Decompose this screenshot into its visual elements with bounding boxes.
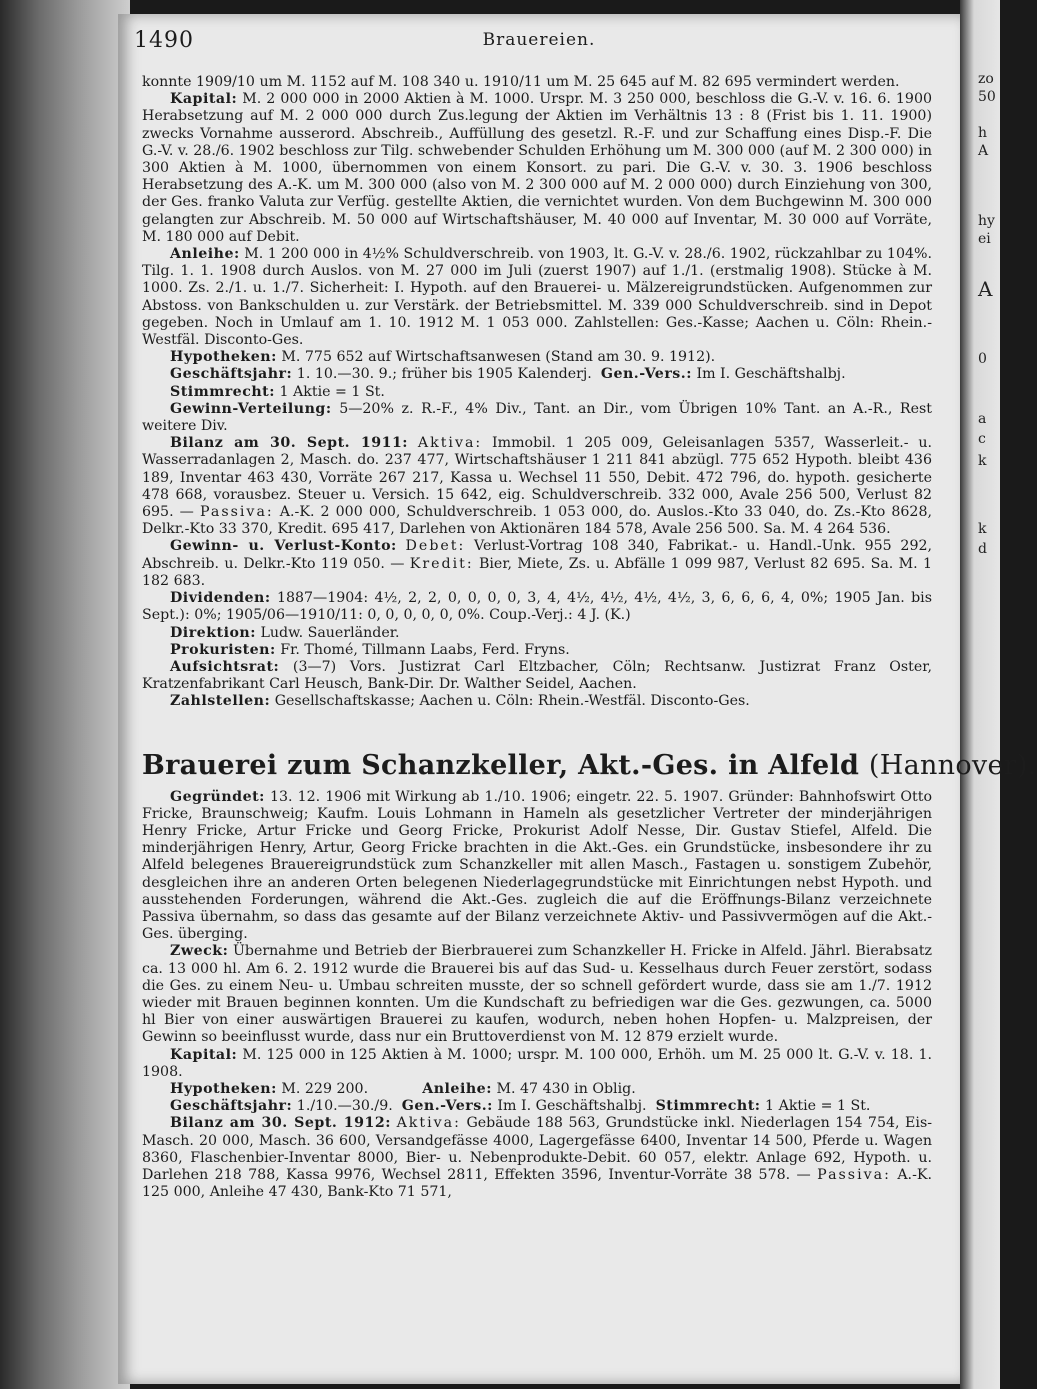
- field-label: Kapital:: [170, 1046, 238, 1063]
- passiva-label: Passiva:: [199, 504, 274, 521]
- field-text: M. 1 200 000 in 4½% Schuldverschreib. von 1903, lt. G.-V. v. 28./6. 1902, rückzahlbar zu 104%. Tilg. 1. 1. 1908 durch Auslos. von M. 27 000 im Juli (zuerst 1907) auf 1./1. (erstmalig 1908). Stücke à M. 1000. Zs. 2./1. u. 1./7. Sicherheit: I. Hypoth. auf den Brauerei- u. Mälzereigrundstücken. Aufgenommen zur Abstoss. von Bankschulden u. zur Verstärk. der Betriebsmittel. M. 339 000 Schuldverschreib. sind in Depot gegeben. Noch in Umlauf am 1. 10. 1912 M. 1 053 000. Zahlstellen: Ges.-Kasse; Aachen u. Cöln: Rhein.-Westfäl. Disconto-Ges.: [142, 246, 933, 349]
- field-text: M. 2 000 000 in 2000 Aktien à M. 1000. Urspr. M. 3 250 000, beschloss die G.-V. v. 16. 6. 1900 Herabsetzung auf M. 2 000 000 durch Zus.legung der Aktien im Verhältnis 13 : 8 (Frist bis 1. 11. 1900) zwecks Vornahme ausserord. Abschreib., Auffüllung des gesetzl. R.-F. und zur Schaffung eines Disp.-F. Die G.-V. v. 28./6. 1902 beschloss zur Tilg. schwebender Schulden Erhöhung um M. 300 000 (auf M. 2 300 000) in 300 Aktien à M. 1000, übernommen von einem Konsort. zu pari. Die G.-V. v. 30. 3. 1906 beschloss Herabsetzung des A.-K. um M. 300 000 (also von M. 2 300 000 auf M. 2 000 000) durch Einziehung von 300, der Ges. franko Valuta zur Verfüg. gestellte Aktien, die vernichtet wurden. Von dem Buchgewinn M. 300 000 gelangten zur Abschreib. M. 50 000 auf Wirtschaftshäuser, M. 40 000 auf Inventar, M. 30 000 auf Vorräte, M. 180 000 auf Debit.: [142, 91, 932, 245]
- field-text: Ludw. Sauerländer.: [260, 624, 400, 641]
- field-label: Hypotheken:: [170, 1080, 277, 1097]
- field-label: Gen.-Vers.:: [401, 1098, 493, 1115]
- article2-gegruendet: [142, 789, 932, 944]
- page-content: [142, 74, 1037, 1201]
- article1-kapital: [142, 91, 932, 246]
- article1-aufsichtsrat: [142, 659, 932, 693]
- field-text: Immobil. 1 205 009, Geleisanlagen 5357, Wasserleit.- u. Wasserradanlagen 2, Masch. do. 237 477, Wirtschaftshäuser 1 211 841 abzügl. 775 652 Hypoth. bleibt 436 189, Inventar 463 430, Vorräte 267 217, Kassa u. Wechsel 11 550, Debit. 472 796, do. hypoth. gesicherte 478 668, vorausbez. Steuer u. Versich. 15 642, eig. Schuldverschreib. 332 000, Avale 256 500, Verlust 82 695. —: [142, 435, 933, 521]
- field-label: Gegründet:: [170, 788, 265, 805]
- field-text: 1 Aktie = 1 St.: [279, 383, 385, 400]
- field-label: Aufsichtsrat:: [170, 658, 280, 675]
- adjacent-page-fragment: a: [978, 411, 987, 427]
- adjacent-page-fragment: h: [978, 125, 988, 141]
- passiva-label: Passiva:: [817, 1166, 891, 1183]
- field-label: Zahlstellen:: [170, 693, 271, 710]
- adjacent-page-fragment: k: [978, 521, 987, 537]
- article1-opening: konnte 1909/10 um M. 1152 auf M. 108 340 u. 1910/11 um M. 25 645 auf M. 82 695 vermindert werden.: [142, 74, 900, 90]
- field-text: 1./10.—30./9.: [296, 1098, 393, 1115]
- article2-bilanz: [142, 1115, 932, 1201]
- field-label: Bilanz am 30. Sept. 1911:: [170, 435, 409, 452]
- field-label: Gen.-Vers.:: [600, 366, 692, 383]
- field-text: Fr. Thomé, Tillmann Laabs, Ferd. Fryns.: [280, 641, 570, 658]
- field-text: Gesellschaftskasse; Aachen u. Cöln: Rhein.-Westfäl. Disconto-Ges.: [274, 693, 750, 710]
- article2-title-suffix: (Hannover).: [868, 749, 1037, 781]
- adjacent-page-fragment: A: [978, 143, 989, 159]
- field-label: Kapital:: [170, 91, 238, 108]
- article1-gewinn-verteilung: [142, 401, 932, 435]
- field-label: Geschäftsjahr:: [170, 366, 293, 383]
- article1-hypotheken: [142, 349, 932, 366]
- field-text: 1 Aktie = 1 St.: [765, 1098, 871, 1115]
- field-text: (3—7) Vors. Justizrat Carl Eltzbacher, Cöln; Rechtsanw. Justizrat Franz Oster, Kratzenfabrikant Carl Heusch, Bank-Dir. Dr. Walther Seidel, Aachen.: [142, 658, 932, 693]
- adjacent-page-fragment: hy: [978, 213, 995, 229]
- book-left-edge: [0, 0, 130, 1389]
- aktiva-label: Aktiva:: [396, 1115, 461, 1132]
- adjacent-page-fragment: 0: [978, 351, 987, 367]
- field-label: Hypotheken:: [170, 349, 277, 366]
- adjacent-page-fragment: A: [978, 277, 993, 301]
- field-text: A.-K. 125 000, Anleihe 47 430, Bank-Kto 71 571,: [142, 1166, 932, 1201]
- article2-kapital: [142, 1047, 932, 1081]
- running-head: Brauereien.: [482, 30, 596, 50]
- adjacent-page-fragment: d: [978, 541, 987, 557]
- page-number: 1490: [134, 28, 194, 53]
- field-label: Stimmrecht:: [655, 1098, 761, 1115]
- article1-prokuristen: [142, 642, 932, 659]
- field-label: Zweck:: [170, 943, 229, 960]
- field-text: Übernahme und Betrieb der Bierbrauerei zum Schanzkeller H. Fricke in Alfeld. Jährl. Bierabsatz ca. 13 000 hl. Am 6. 2. 1912 wurde die Brauerei bis auf das Sud- u. Kesselhaus durch Feuer zerstört, sodass die Ges. zu einem Neu- u. Umbau schreiten musste, der so schnell gefördert wurde, dass sie am 1./7. 1912 wieder mit Brauen beginnen konnten. Um die Kundschaft zu befriedigen war die Ges. gezwungen, ca. 5000 hl Bier von einer auswärtigen Brauerei zu kaufen, wodurch, neben hohen Hopfen- u. Malzpreisen, der Gewinn so beeinflusst wurde, dass nur ein Bruttoverdienst von M. 12 879 erzielt wurde.: [142, 943, 932, 1046]
- field-label: Stimmrecht:: [170, 383, 275, 400]
- field-label: Dividenden:: [170, 590, 271, 607]
- field-label: Prokuristen:: [170, 641, 276, 658]
- field-label: Anleihe:: [170, 246, 240, 263]
- adjacent-page-fragment: 50: [978, 89, 996, 105]
- article2-hypotheken-anleihe: [142, 1081, 932, 1098]
- field-text: Bier, Miete, Zs. u. Abfälle 1 099 987, Verlust 82 695. Sa. M. 1 182 683.: [142, 555, 932, 589]
- field-text: M. 229 200.: [281, 1080, 369, 1097]
- adjacent-page-fragment: c: [978, 431, 986, 447]
- article2-zweck: [142, 943, 932, 1046]
- field-text: Gebäude 188 563, Grundstücke inkl. Niederlagen 154 754, Eis-Masch. 20 000, Masch. 36 600, Versandgefässe 4000, Lagergefässe 6400, Inventar 14 500, Pferde u. Wagen 8360, Flaschenbier-Inventar 8000, Bier- u. Nebenprodukte-Debit. 60 057, elektr. Anlage 692, Hypoth. u. Darlehen 218 788, Kassa 9976, Wechsel 2811, Effekten 3596, Inventur-Vorräte 38 578. —: [142, 1115, 933, 1183]
- field-text: M. 125 000 in 125 Aktien à M. 1000; urspr. M. 100 000, Erhöh. um M. 25 000 lt. G.-V. v. 18. 1. 1908.: [142, 1046, 932, 1080]
- field-text: 5—20% z. R.-F., 4% Div., Tant. an Dir., vom Übrigen 10% Tant. an A.-R., Rest weitere Div.: [142, 400, 932, 435]
- field-text: Verlust-Vortrag 108 340, Fabrikat.- u. Handl.-Unk. 955 292, Abschreib. u. Delkr.-Kto 119 050. —: [142, 538, 933, 572]
- field-text: M. 775 652 auf Wirtschaftsanwesen (Stand am 30. 9. 1912).: [281, 349, 716, 366]
- field-label: Geschäftsjahr:: [170, 1098, 293, 1115]
- field-text: 1887—1904: 4½, 2, 2, 0, 0, 0, 0, 3, 4, 4½, 4½, 4½, 4½, 3, 6, 6, 6, 4, 0%; 1905 Jan. bis Sept.): 0%; 1905/06—1910/11: 0, 0, 0, 0, 0, 0%. Coup.-Verj.: 4 J. (K.): [142, 590, 932, 624]
- article1-gewinn-verlust-konto: [142, 538, 932, 590]
- adjacent-page-fragment: zo: [978, 71, 994, 87]
- article2-title: [142, 749, 1037, 783]
- field-label: Direktion:: [170, 624, 256, 641]
- article1-anleihe: [142, 246, 932, 349]
- document-page: [118, 14, 1037, 1384]
- field-text: 1. 10.—30. 9.; früher bis 1905 Kalenderj.: [296, 366, 592, 383]
- article1-bilanz: [142, 435, 932, 538]
- page-header: [118, 14, 960, 56]
- adjacent-page-fragment: k: [978, 453, 987, 469]
- field-text: A.-K. 2 000 000, Schuldverschreib. 1 053 000, do. Auslos.-Kto 33 040, do. Zs.-Kto 8628, Delkr.-Kto 33 370, Kredit. 695 417, Darlehen von Aktionären 184 578, Avale 256 500. Sa. M. 4 264 536.: [142, 504, 932, 538]
- aktiva-label: Aktiva:: [417, 435, 483, 452]
- field-label: Anleihe:: [422, 1080, 492, 1097]
- adjacent-page-fragment: ei: [978, 231, 991, 247]
- debet-label: Debet:: [405, 538, 466, 555]
- article1-geschaeftsjahr: [142, 366, 932, 383]
- field-label: Gewinn- u. Verlust-Konto:: [170, 538, 397, 555]
- field-text: Im I. Geschäftshalbj.: [497, 1098, 647, 1115]
- kredit-label: Kredit:: [409, 555, 474, 572]
- field-text: 13. 12. 1906 mit Wirkung ab 1./10. 1906; eingetr. 22. 5. 1907. Gründer: Bahnhofswirt Otto Fricke, Braunschweig; Kaufm. Louis Lohmann in Hameln als gesetzlicher Vertreter der minderjährigen Henry Fricke, Artur Fricke und Georg Fricke, Prokurist Adolf Nesse, Dir. Gustav Stiefel, Alfeld. Die minderjährigen Henry, Artur, Georg Fricke brachten in die Akt.-Ges. ein Grundstücke, insbesondere ihr zu Alfeld belegenes Brauereigrundstück zum Schanzkeller mit allen Masch., Fastagen u. sonstigem Zubehör, desgleichen ihre an anderen Orten belegenen Niederlagegrundstücke mit Einrichtungen nebst Hypoth. und ausstehenden Forderungen, während die Akt.-Ges. zugleich die auf die Eröffnungs-Bilanz verzeichnete Passiva übernahm, so dass das gesamte auf der Bilanz verzeichnete Aktiv- und Passivvermögen auf die Akt.-Ges. überging.: [142, 788, 932, 943]
- field-text: Im I. Geschäftshalbj.: [696, 366, 846, 383]
- article1-direktion: [142, 625, 932, 642]
- field-text: M. 47 430 in Oblig.: [496, 1080, 636, 1097]
- article1-stimmrecht: [142, 384, 932, 401]
- field-label: Gewinn-Verteilung:: [170, 400, 332, 417]
- field-label: Bilanz am 30. Sept. 1912:: [170, 1115, 392, 1132]
- article2-geschaeftsjahr: [142, 1098, 932, 1115]
- article1-zahlstellen: [142, 693, 932, 710]
- article1-dividenden: [142, 590, 932, 624]
- adjacent-page-edge: [960, 0, 1000, 1389]
- article2-title-main: Brauerei zum Schanzkeller, Akt.-Ges. in Alfeld: [142, 749, 860, 781]
